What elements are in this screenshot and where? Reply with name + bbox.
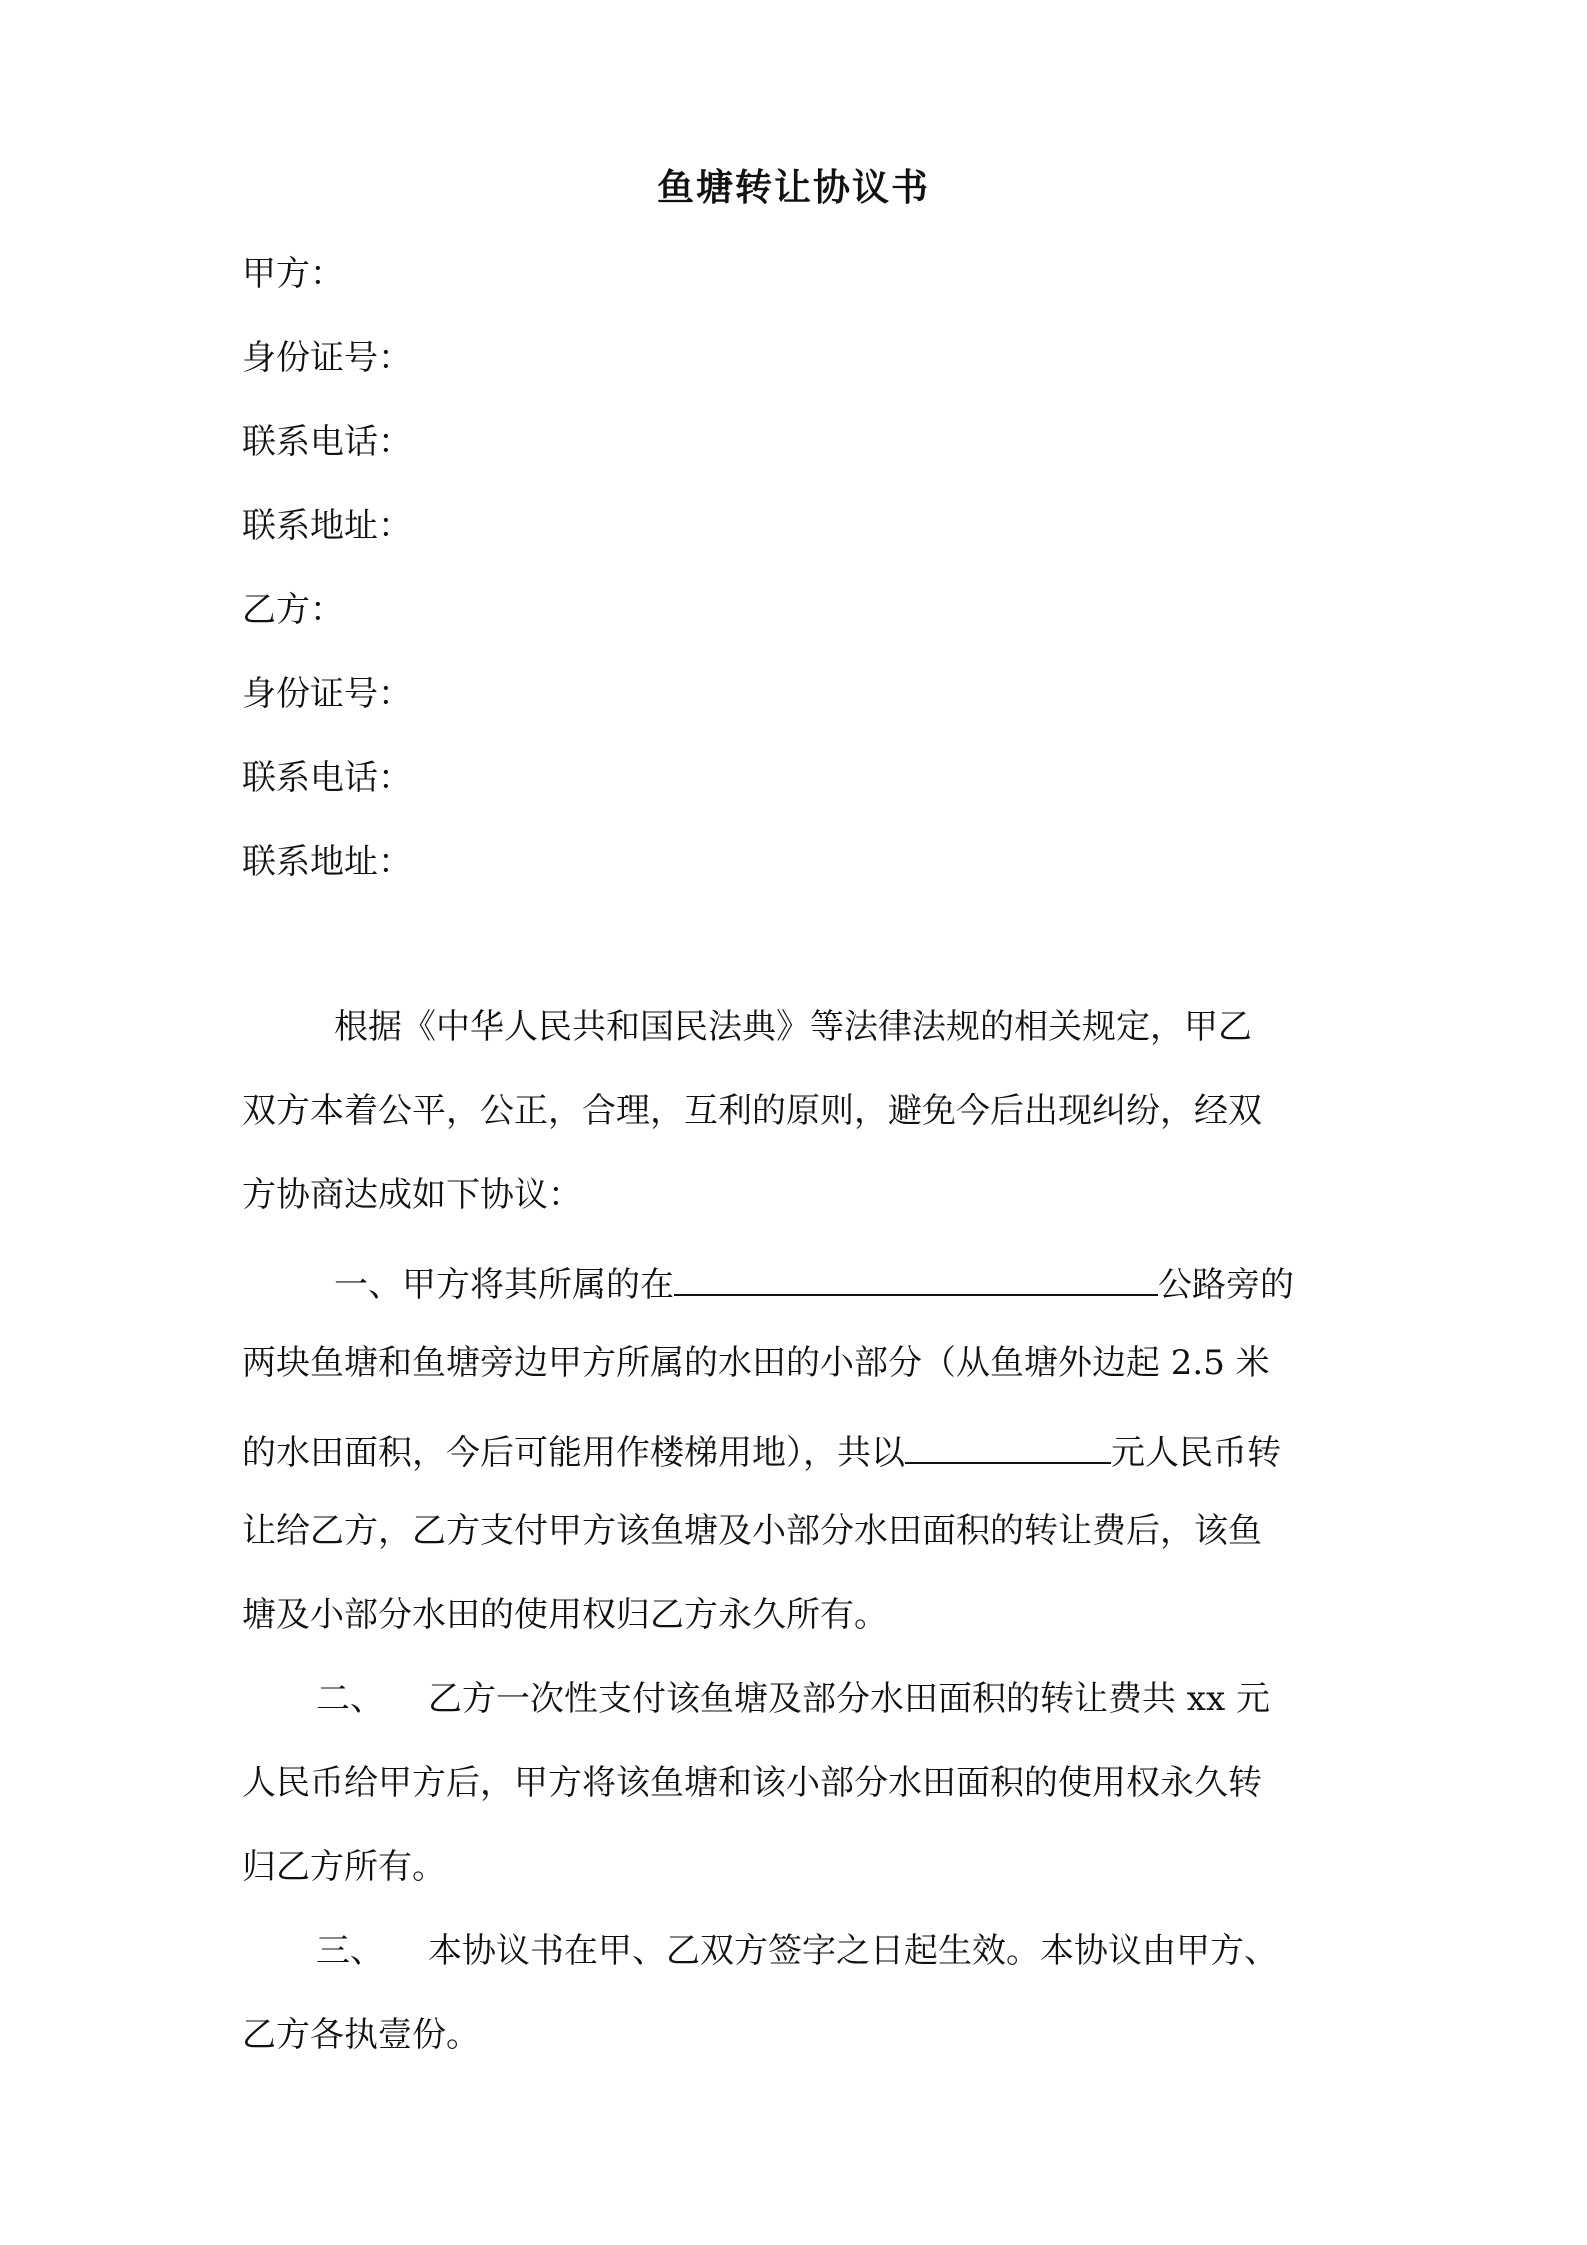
amount-blank[interactable]	[905, 1422, 1111, 1464]
clause-1-line	[242, 1422, 1281, 1472]
party-a-name-field: 甲方：	[242, 254, 344, 294]
party-b-id-field: 身份证号：	[242, 674, 412, 714]
clause-2-number: 二、	[316, 1679, 384, 1719]
clause-2-line: 乙方一次性支付该鱼塘及部分水田面积的转让费共 xx 元	[428, 1679, 1270, 1719]
intro-line: 双方本着公平，公正，合理，互利的原则，避免今后出现纠纷，经双	[242, 1091, 1262, 1131]
party-a-phone-field: 联系电话：	[242, 422, 412, 462]
party-a-address-field: 联系地址：	[242, 506, 412, 546]
clause-2-line: 归乙方所有。	[242, 1847, 446, 1887]
intro-line: 根据《中华人民共和国民法典》等法律法规的相关规定，甲乙	[334, 1007, 1252, 1047]
party-b-address-field: 联系地址：	[242, 842, 412, 882]
party-b-phone-field: 联系电话：	[242, 758, 412, 798]
party-a-id-field: 身份证号：	[242, 338, 412, 378]
clause-1-line: 让给乙方，乙方支付甲方该鱼塘及小部分水田面积的转让费后，该鱼	[242, 1511, 1262, 1551]
clause-3-number: 三、	[316, 1931, 384, 1971]
document-title: 鱼塘转让协议书	[657, 165, 930, 209]
clause-3-line: 乙方各执壹份。	[242, 2015, 480, 2055]
clause-1-line	[334, 1254, 1294, 1304]
party-b-name-field: 乙方：	[242, 590, 344, 630]
clause-1-line: 两块鱼塘和鱼塘旁边甲方所属的水田的小部分（从鱼塘外边起 2.5 米	[242, 1343, 1270, 1383]
intro-line: 方协商达成如下协议：	[242, 1175, 582, 1215]
clause-1-text: 元人民币转	[1111, 1433, 1281, 1473]
clause-2-line: 人民币给甲方后，甲方将该鱼塘和该小部分水田面积的使用权永久转	[242, 1763, 1262, 1803]
clause-1-text: 公路旁的	[1158, 1265, 1294, 1305]
clause-3-line: 本协议书在甲、乙双方签字之日起生效。本协议由甲方、	[428, 1931, 1278, 1971]
clause-1-line: 塘及小部分水田的使用权归乙方永久所有。	[242, 1595, 888, 1635]
clause-1-text: 一、甲方将其所属的在	[334, 1265, 674, 1305]
location-blank[interactable]	[674, 1254, 1158, 1296]
clause-1-text: 的水田面积，今后可能用作楼梯用地），共以	[242, 1433, 905, 1473]
